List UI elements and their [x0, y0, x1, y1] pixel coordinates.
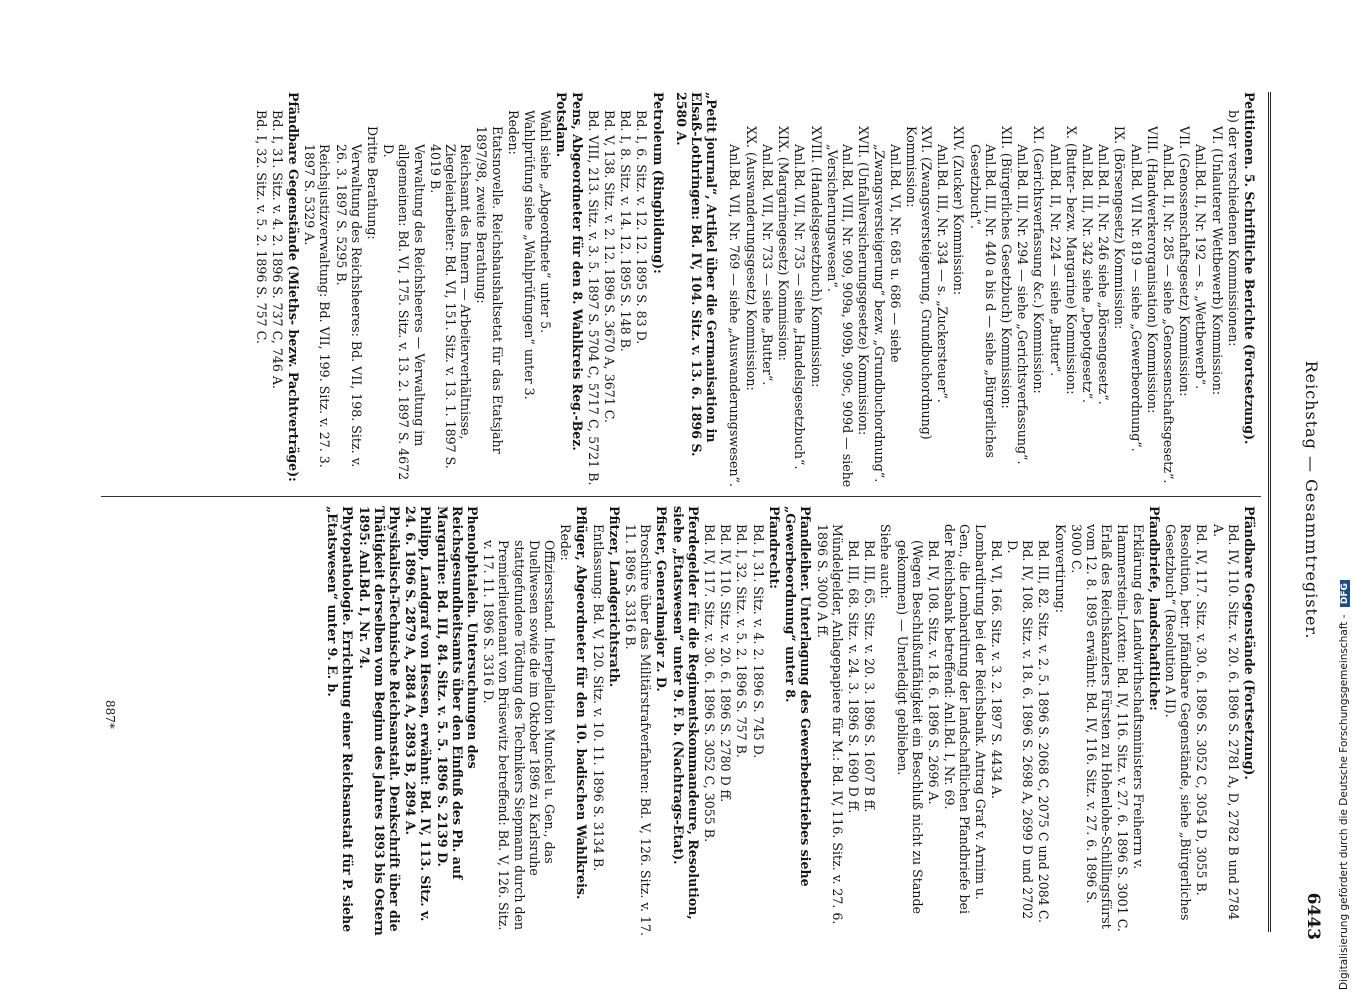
index-entry-heading: Pfitzer, Landgerichtsrath. — [606, 506, 622, 688]
index-entry-heading: Petitionen. 5. Schriftliche Berichte (Fortsetzung). — [1242, 92, 1257, 445]
index-entry-line: Bd. I, 31. Sitz. v. 4. 2. 1896 S. 737 C, 746 A. — [269, 110, 285, 389]
index-entry-line: XVIII. (Handelsgesetzbuch) Kommission: — [808, 126, 824, 388]
index-entry-line: XX. (Auswanderungsgesetz) Kommission: — [743, 126, 759, 391]
index-entry-line: XIX. (Margarinegesetz) Kommission: — [776, 126, 792, 361]
page-number: 6443 — [1303, 892, 1323, 940]
index-entry-line: Etatsnovelle. Reichshaushaltsetat für das Etatsjahr 1897/98, zweite Berathung: — [474, 126, 505, 454]
index-entry-heading: Pfister, Generalmajor z. D. — [654, 506, 670, 692]
index-entry-heading: Pfandbriefe, landschaftliche: — [1146, 506, 1162, 711]
index-entry-line: Anl.Bd. II, Nr. 285 — siehe „Genossenschaftsgesetz“. — [1160, 144, 1176, 484]
index-entry-line: Anl.Bd. III, Nr. 342 siehe „Depotgesetz“. — [1079, 144, 1095, 404]
right-column — [324, 506, 1257, 936]
index-entry-line: IX. (Börsengesetz) Kommission: — [1112, 126, 1128, 330]
index-entry-line: Anl.Bd. VII, Nr. 733 — siehe „Butter“. — [759, 144, 775, 386]
index-entry-line: Bd. I, 32. Sitz. v. 5. 2. 1896 S. 757 C. — [253, 110, 269, 344]
index-entry-line: Bd. VIII, 213. Sitz. v. 3. 5. 1897 S. 5704 C, 5717 C, 5721 B. — [585, 110, 601, 486]
index-entry-line: XVII. (Unfallversicherungsgesetze) Kommission: — [856, 126, 872, 436]
index-entry-line: Bd. I, 31. Sitz. v. 4. 2. 1896 S. 745 D. — [750, 524, 766, 759]
index-entry-line: XVI. (Zwangsversteigerung, Grundbuchordnung) Kommission: — [903, 126, 934, 440]
index-entry-heading: Pflüger, Abgeordneter für den 10. badischen Wahlkreis. — [574, 506, 590, 900]
index-entry-line: Bd. IV, 110. Sitz. v. 20. 6. 1896 S. 2780 D ff. — [718, 524, 734, 803]
index-entry-heading: Physikalisch-Technische Reichsanstalt. Denkschrift über die Thätigkeit derselben vom Beginn des Jahres 1893 bis Ostern 1895: Anl.Bd. I, Nr. 74. — [356, 506, 403, 936]
running-title: Reichstag — Gesammtregister. — [1302, 360, 1321, 640]
index-entry-line: Anl.Bd. VIII, Nr. 909, 909a, 909b, 909c, 909d — siehe „Versicherungswesen“. — [824, 144, 855, 488]
index-entry-line: b) der verschiedenen Kommissionen: — [1225, 110, 1241, 347]
digitization-note — [1338, 0, 1352, 990]
index-entry-line: Offiziersstand. Interpellation Munckel u. Gen., das Duellwesen sowie die im Oktober 1896 zu Karlsruhe stattgefundene Tödtung des Technikers Siepmann durch den Premierlieutenant von Brüsewitz betreffend: Bd. V, 126. Sitz. v. 17. 11. 1896 S. 3316 D. — [481, 540, 558, 931]
index-entry-line: (Wegen Beschlußunfähigkeit ein Beschluß nicht zu Stande gekommen) — Unerledigt geblieben. — [894, 540, 925, 914]
index-entry-line: Bd. I, 8. Sitz. v. 14. 12. 1895 S. 148 B. — [618, 110, 634, 352]
index-entry-line: VIII. (Handwerkerorganisation) Kommission: — [1144, 126, 1160, 414]
entry-spacer — [720, 92, 726, 488]
index-entry-line: Dritte Berathung: — [365, 126, 381, 240]
left-column — [252, 92, 1257, 488]
index-entry-line: Bd. III, 65. Sitz. v. 20. 3. 1896 S. 1607 B ff. — [862, 540, 878, 813]
index-entry-line: Bd. IV, 117. Sitz. v. 30. 6. 1896 S. 3052 C, 3054 D, 3055 B. — [1194, 524, 1210, 896]
index-entry-line: Anl.Bd. VII, Nr. 735 — siehe „Handelsgesetzbuch“. — [792, 144, 808, 470]
index-entry-heading: Pfandrecht: — [766, 506, 782, 589]
signature-mark: 887* — [103, 700, 117, 729]
index-entry-line: Wahl siehe „Abgeordnete“ unter 5. — [538, 110, 554, 334]
index-entry-line: Bd. III, 68. Sitz. v. 24. 3. 1896 S. 1690 D ff. — [845, 540, 861, 814]
index-entry-line: Anl.Bd. II, Nr. 246 siehe „Börsengesetz“. — [1096, 144, 1112, 405]
index-entry-line: Bd. IV, 108. Sitz. v. 18. 6. 1896 S. 2696 A. — [925, 540, 941, 805]
index-entry-line: Bd. IV, 110. Sitz. v. 20. 6. 1896 S. 2781 A, D, 2782 B und 2784 A. — [1210, 524, 1241, 920]
index-entry-heading: Pfändbare Gegenstände (Fortsetzung). — [1242, 506, 1257, 780]
index-entry-line: Verwaltung des Reichsheeres — Verwaltung im allgemeinen: Bd. VI, 175. Sitz. v. 13. 2. 1897 S. 4672 D. — [381, 144, 427, 481]
index-entry-line: Bd. IV, 117. Sitz. v. 30. 6. 1896 S. 3052 C, 3055 B. — [702, 524, 718, 843]
index-entry-line: Rede: — [558, 524, 574, 561]
index-entry-line: Reichsjustizverwaltung: Bd. VII, 199. Sitz. v. 27. 3. 1897 S. 5329 A. — [302, 144, 333, 468]
index-entry-heading: „Petit journal“, Artikel über die Germanisation in Elsaß-Lothringen: Bd. IV, 104. Sitz. v. 13. 6. 1896 S. 2580 A. — [673, 92, 720, 457]
header-rule — [1268, 92, 1271, 932]
index-entry-line: Bd. I, 32. Sitz. v. 5. 2. 1896 S. 757 B. — [734, 524, 750, 758]
index-entry-line: XIV. (Zucker) Kommission: — [951, 126, 967, 296]
index-entry-line: Verwaltung des Reichsheeres: Bd. VII, 198. Sitz. v. 26. 3. 1897 S. 5295 B. — [333, 144, 364, 468]
index-entry-heading: Pfandleiher. Unterlagung des Gewerbebetriebes siehe „Gewerbeordnung“ unter 8. — [783, 506, 814, 887]
index-entry-line: Bd. IV, 108. Sitz. v. 18. 6. 1896 S. 2698 A, 2699 D und 2702 D. — [1004, 540, 1036, 920]
index-entry-line: Bd. III, 82. Sitz. v. 2. 5. 1896 S. 2068 C, 2075 C und 2084 C. — [1036, 540, 1052, 924]
index-entry-line: Anl.Bd. II, Nr. 224 — siehe „Butter“. — [1047, 144, 1063, 377]
index-entry-line: Anl.Bd. III, Nr. 294 — siehe „Gerichtsverfassung“. — [1015, 144, 1031, 465]
index-entry-line: Anl.Bd. II, Nr. 192 — s. „Wettbewerb“. — [1193, 144, 1209, 390]
column-divider — [101, 496, 1261, 497]
index-entry-line: Reden: — [505, 110, 521, 155]
index-entry-line: Broschüre über das Militärstrafverfahren: Bd. V, 126. Sitz. v. 17. 11. 1896 S. 3316 B. — [623, 524, 654, 937]
index-entry-line: Erklärung des Landwirthschaftsministers Freiherrn v. Hammerstein-Loxten: Bd. IV, 116. Sitz. v. 27. 6. 1896 S. 3001 C. — [1115, 524, 1146, 932]
index-entry-line: Anl.Bd. III, Nr. 334 — s. „Zuckersteuer“. — [935, 144, 951, 403]
index-entry-line: Mündelgelder, Anlagepapiere für M.: Bd. IV, 116. Sitz. v. 27. 6. 1896 S. 3000 A ff. — [814, 524, 845, 925]
index-entry-heading: Phytopathologie. Errichtung einer Reichsanstalt für P. siehe „Etatswesen“ unter 9. E. b. — [325, 506, 356, 933]
index-entry-line: Erlaß des Reichskanzlers Fürsten zu Hohenlohe-Schillingsfürst vom 12. 8. 1895 erwähnt: Bd. IV, 116. Sitz. v. 27. 6. 1896 S. 3000 C. — [1068, 524, 1115, 929]
index-entry-line: Anl.Bd. VII, Nr. 769 — siehe „Auswanderungswesen“. — [727, 144, 743, 487]
index-entry-heading: Philipp, Landgraf von Hessen, erwähnt: Bd. IV, 113. Sitz. v. 24. 6. 1896 S. 2879 A, 2884 A, 2893 B, 2894 A. — [403, 506, 434, 922]
index-entry-line: Bd. VI, 166. Sitz. v. 3. 2. 1897 S. 4434 A. — [988, 540, 1004, 799]
index-entry-line: Anl.Bd. III, Nr. 440 a bis d — siehe „Bürgerliches Gesetzbuch“. — [967, 144, 998, 459]
page-header — [1289, 60, 1339, 940]
index-entry-line: XII. (Bürgerliches Gesetzbuch) Kommission: — [998, 126, 1014, 409]
index-entry-line: VII. (Genossenschaftsgesetz) Kommission: — [1177, 126, 1193, 397]
index-entry-heading: Pfändbare Gegenstände (Mieths- bezw. Pachtverträge): — [286, 92, 302, 482]
dfg-logo: DFG — [1340, 580, 1350, 607]
index-entry-line: XI. (Gerichtsverfassung &c.) Kommission: — [1031, 126, 1047, 394]
index-entry-line: Konvertirung: — [1052, 524, 1068, 613]
index-entry-line: Bd. I, 6. Sitz. v. 12. 12. 1895 S. 83 D. — [634, 110, 650, 345]
index-entry-heading: Petroleum (Ringbildung): — [650, 92, 666, 274]
index-entry-heading: Phenolphtalein. Untersuchungen des Reichsgesundheitsamts über den Einfluß des Ph. auf Margarine: Bd. III, 84. Sitz. v. 5. 5. 1896 S. 2139 D. — [434, 506, 481, 880]
index-entry-heading: Pens, Abgeordneter für den 8. Wahlkreis Reg.-Bez. Potsdam. — [554, 92, 585, 451]
index-entry-line: Lombardirung bei der Reichsbank. Antrag Graf v. Arnim u. Gen., die Lombardirung der landschaftlichen Pfandbriefe bei der Reichsbank betreffend: Anl.Bd. I, Nr. 69. — [942, 524, 988, 914]
index-entry-line: Siehe auch: — [878, 524, 894, 599]
index-entry-line: Resolution, betr. pfändbare Gegenstände, siehe „Bürgerliches Gesetzbuch“ (Resolution A II). — [1162, 524, 1194, 921]
index-entry-line: Wahlprüfung siehe „Wahlprüfungen“ unter 3. — [522, 110, 538, 400]
index-entry-line: Anl.Bd. VII Nr. 819 — siehe „Gewerbeordnung“. — [1128, 144, 1144, 452]
index-entry-line: Entlassung: Bd. V, 120. Sitz. v. 10. 11. 1896 S. 3134 B. — [590, 524, 606, 872]
digitization-text: Digitalisierung gefördert durch die Deutsche Forschungsgemeinschaft - — [1338, 614, 1350, 990]
index-entry-line: X. (Butter- bezw. Margarine) Kommission: — [1063, 126, 1079, 395]
index-entry-line: Anl.Bd. VI, Nr. 685 u. 686 — siehe „Zwangsversteigerung“ bezw. „Grundbuchordnung“. — [872, 144, 903, 483]
entry-spacer — [667, 92, 673, 488]
index-entry-heading: Pferdegelder für die Regimentskommandeure, Resolution, siehe „Etatswesen“ unter 9. F. b. (Nachtrags-Etat). — [670, 506, 701, 920]
index-entry-line: Reichsamt des Innern — Arbeiterverhältnisse, Ziegeleiarbeiter: Bd. VI, 151. Sitz. v. 13. 1. 1897 S. 4019 B. — [427, 144, 474, 469]
index-entry-line: Bd. V, 138. Sitz. v. 2. 12. 1896 S. 3670 A, 3671 C. — [602, 110, 618, 423]
index-entry-line: VI. (Unlauterer Wettbewerb) Kommission: — [1209, 126, 1225, 396]
